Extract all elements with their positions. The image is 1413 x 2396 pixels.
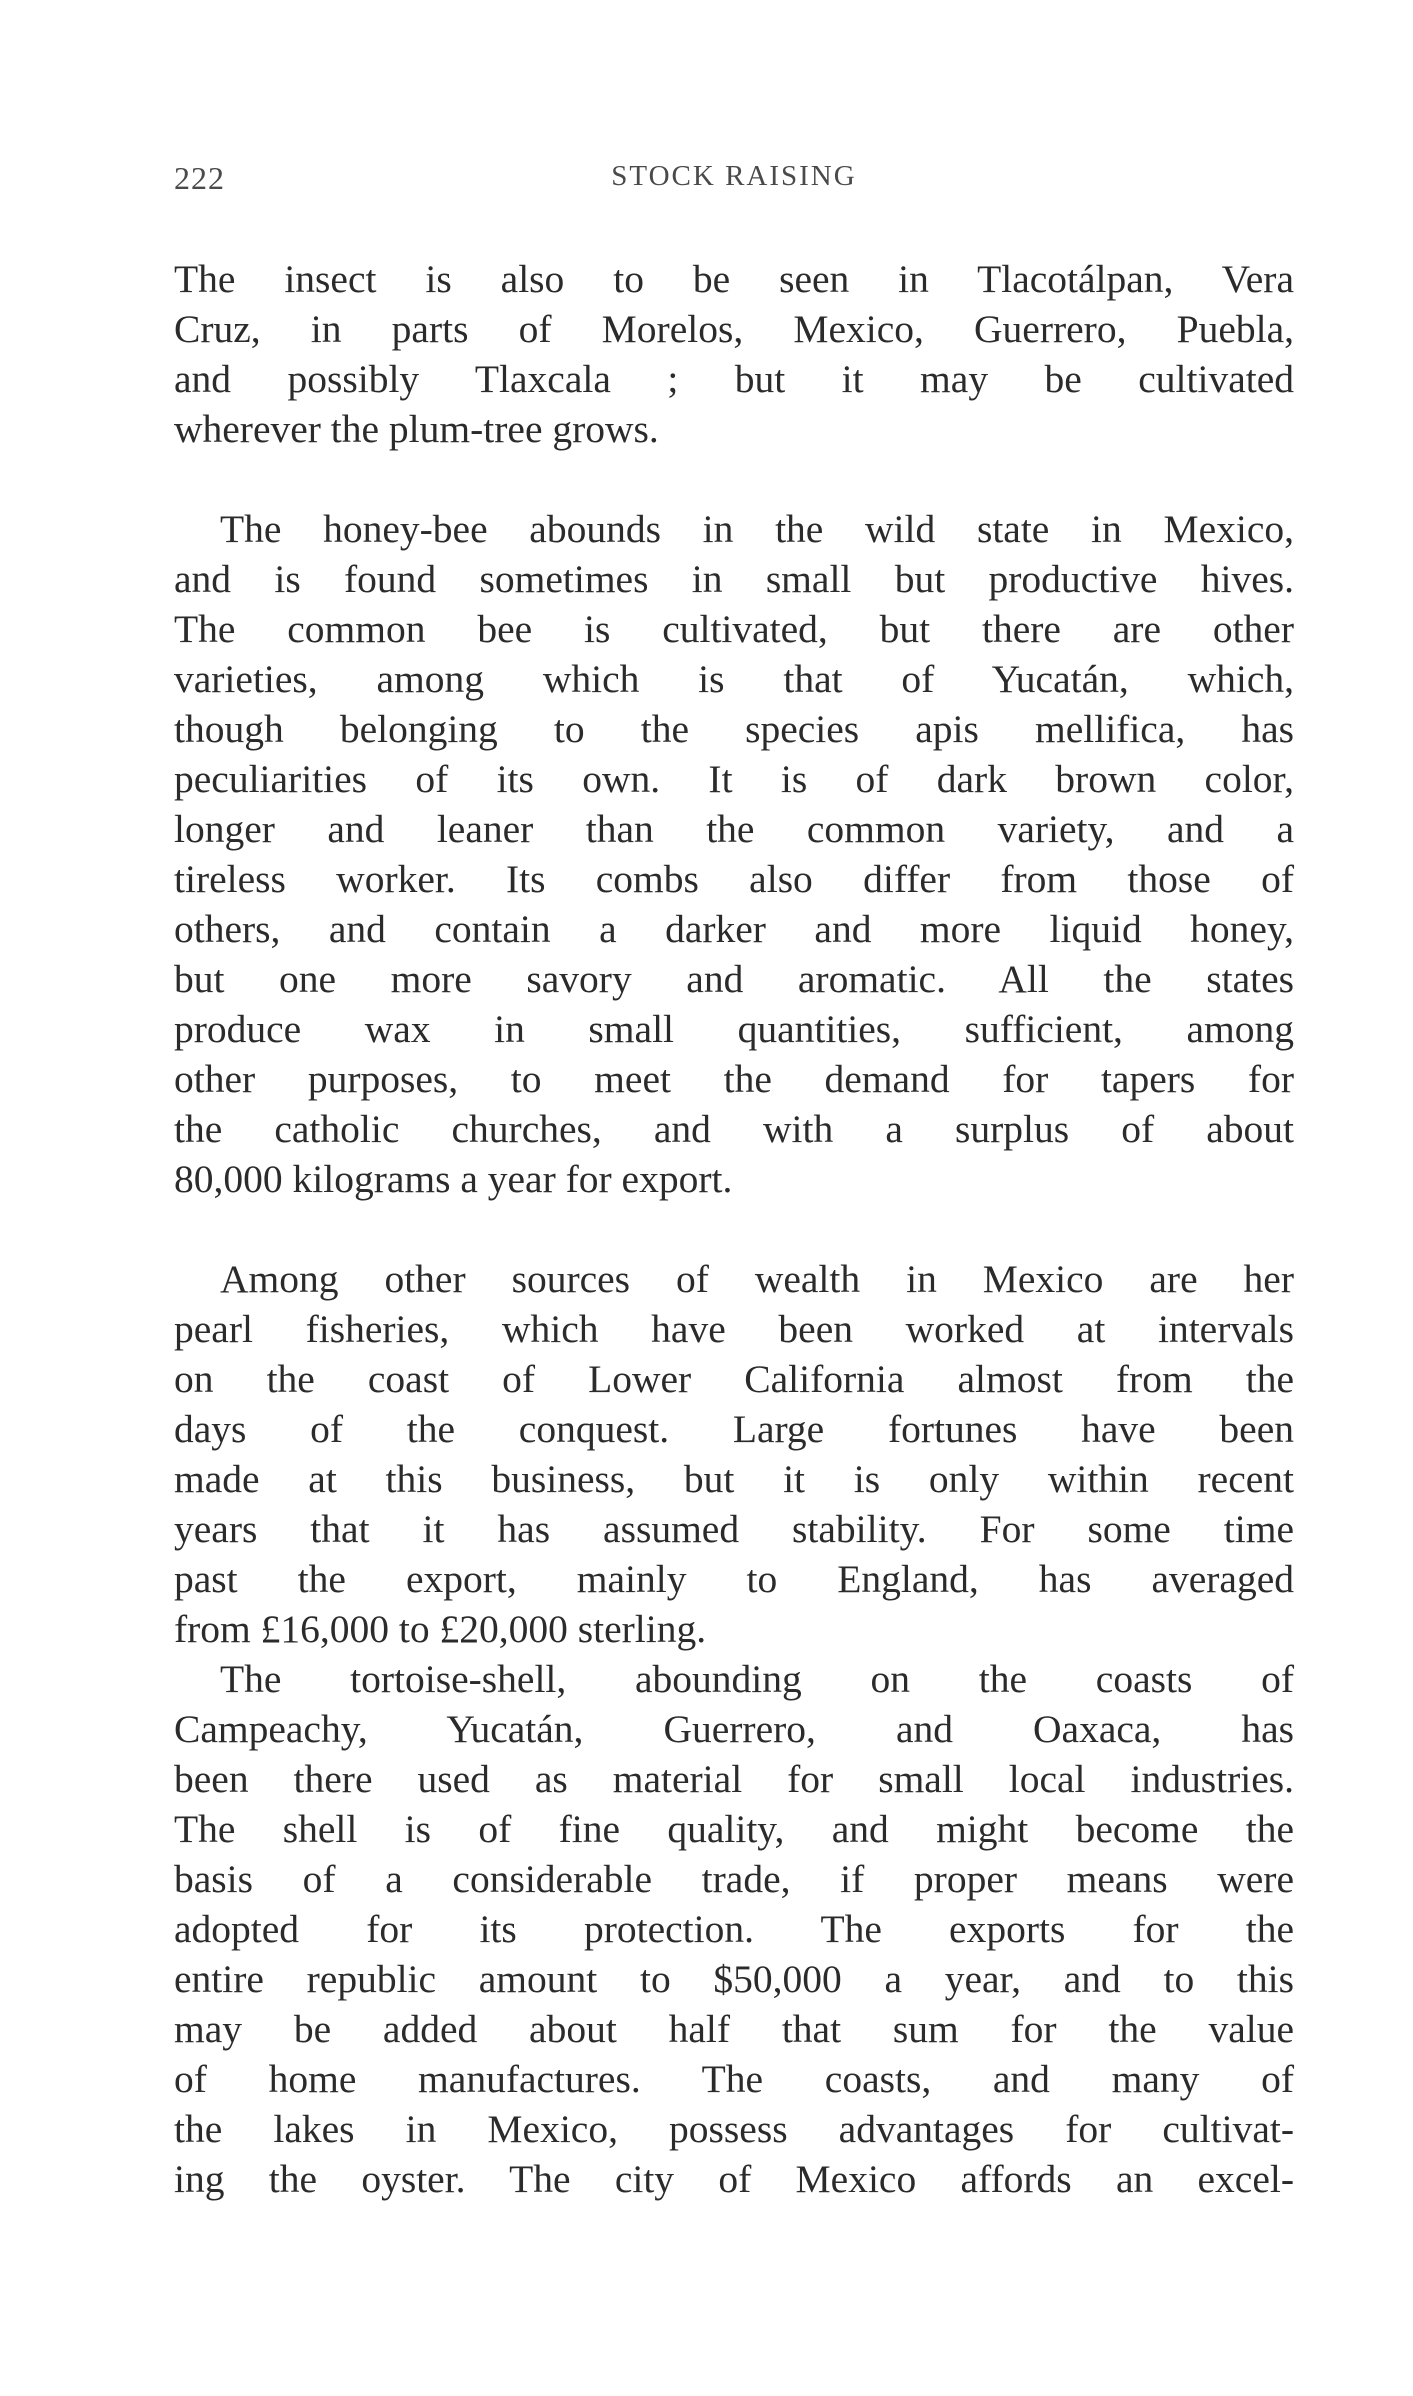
body-text — [174, 254, 1294, 2204]
text-line: The shell is of fine quality, and might become the — [174, 1807, 1294, 1851]
text-line: on the coast of Lower California almost from the — [174, 1357, 1294, 1401]
text-line: past the export, mainly to England, has averaged — [174, 1557, 1294, 1601]
text-line: entire republic amount to $50,000 a year, and to this — [174, 1957, 1294, 2001]
text-line: the lakes in Mexico, possess advantages for cultivat- — [174, 2107, 1294, 2151]
text-line: but one more savory and aromatic. All the states — [174, 957, 1294, 1001]
text-line: days of the conquest. Large fortunes have been — [174, 1407, 1294, 1451]
text-line: other purposes, to meet the demand for tapers for — [174, 1057, 1294, 1101]
text-line: tireless worker. Its combs also differ from those of — [174, 857, 1294, 901]
running-title: STOCK RAISING — [611, 160, 857, 192]
text-line: pearl fisheries, which have been worked at intervals — [174, 1307, 1294, 1351]
text-line: basis of a considerable trade, if proper means were — [174, 1857, 1294, 1901]
text-line: adopted for its protection. The exports for the — [174, 1907, 1294, 1951]
text-line: The tortoise-shell, abounding on the coasts of — [220, 1657, 1294, 1701]
text-line: others, and contain a darker and more liquid honey, — [174, 907, 1294, 951]
text-line: varieties, among which is that of Yucatán, which, — [174, 657, 1294, 701]
text-line: 80,000 kilograms a year for export. — [174, 1157, 733, 1201]
text-line: longer and leaner than the common variety, and a — [174, 807, 1294, 851]
text-line: The insect is also to be seen in Tlacotálpan, Vera — [174, 257, 1294, 301]
paragraph-honey-bee — [174, 504, 1294, 1204]
text-line: ing the oyster. The city of Mexico affords an excel- — [174, 2157, 1294, 2201]
text-line: Cruz, in parts of Morelos, Mexico, Guerrero, Puebla, — [174, 307, 1294, 351]
text-line: may be added about half that sum for the value — [174, 2007, 1294, 2051]
text-line: wherever the plum-tree grows. — [174, 407, 659, 451]
text-line: years that it has assumed stability. For some time — [174, 1507, 1294, 1551]
text-line: the catholic churches, and with a surplus of about — [174, 1107, 1294, 1151]
paragraph-gap — [174, 454, 1294, 504]
text-line: Among other sources of wealth in Mexico are her — [220, 1257, 1294, 1301]
text-line: produce wax in small quantities, sufficient, among — [174, 1007, 1294, 1051]
text-line: The honey-bee abounds in the wild state in Mexico, — [220, 507, 1294, 551]
text-line: of home manufactures. The coasts, and many of — [174, 2057, 1294, 2101]
text-line: and is found sometimes in small but productive hives. — [174, 557, 1294, 601]
text-line: from £16,000 to £20,000 sterling. — [174, 1607, 707, 1651]
text-line: though belonging to the species apis mellifica, has — [174, 707, 1294, 751]
text-line: made at this business, but it is only within recent — [174, 1457, 1294, 1501]
paragraph-gap — [174, 1204, 1294, 1254]
text-line: and possibly Tlaxcala ; but it may be cultivated — [174, 357, 1294, 401]
page-number: 222 — [174, 160, 225, 196]
paragraph-insect — [174, 254, 1294, 454]
text-line: The common bee is cultivated, but there are other — [174, 607, 1294, 651]
running-head — [174, 160, 1294, 200]
text-line: Campeachy, Yucatán, Guerrero, and Oaxaca, has — [174, 1707, 1294, 1751]
paragraph-pearl-fisheries — [174, 1254, 1294, 1654]
text-line: peculiarities of its own. It is of dark brown color, — [174, 757, 1294, 801]
text-line: been there used as material for small local industries. — [174, 1757, 1294, 1801]
paragraph-tortoise-shell — [174, 1654, 1294, 2204]
